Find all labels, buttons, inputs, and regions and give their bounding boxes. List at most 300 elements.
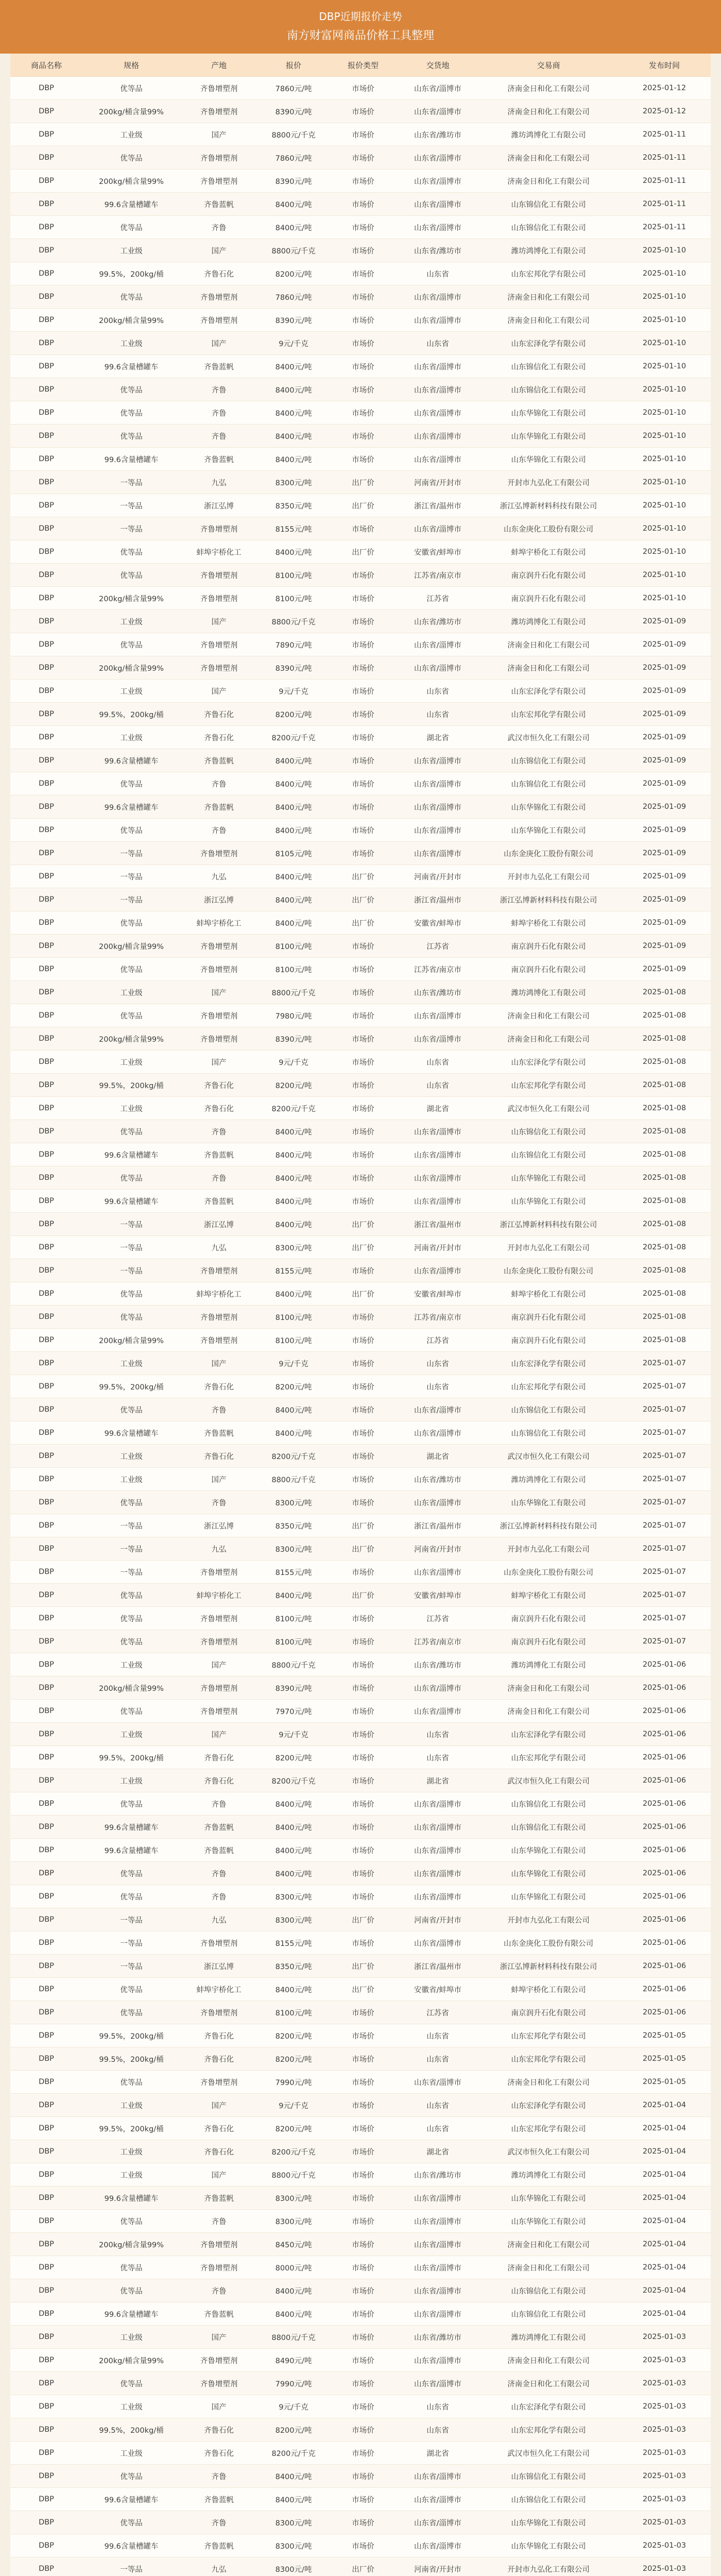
cell-price-type: 市场价 [330,795,397,819]
cell-spec: 99.5%，200kg/桶 [82,262,180,285]
cell-delivery: 江苏省/南京市 [397,958,479,981]
cell-trader: 浙江弘博新材料科技有限公司 [479,494,618,517]
cell-price-type: 市场价 [330,2001,397,2024]
cell-price-type: 市场价 [330,1375,397,1398]
cell-date: 2025-01-03 [618,2418,711,2442]
cell-product: DBP [10,2534,82,2557]
cell-price-type: 市场价 [330,2233,397,2256]
cell-price-type: 市场价 [330,1120,397,1143]
cell-product: DBP [10,494,82,517]
cell-price: 8200元/千克 [258,1769,330,1792]
cell-trader: 山东宏泽化学有限公司 [479,1723,618,1746]
cell-delivery: 山东省/淄博市 [397,1120,479,1143]
table-row [10,517,711,540]
cell-date: 2025-01-06 [618,2001,711,2024]
cell-product: DBP [10,1537,82,1561]
cell-spec: 工业级 [82,239,180,262]
cell-price: 8200元/吨 [258,2047,330,2071]
table-row [10,1097,711,1120]
cell-delivery: 山东省 [397,1375,479,1398]
cell-origin: 齐鲁增塑剂 [180,77,258,100]
cell-delivery: 山东省 [397,262,479,285]
cell-trader: 山东锦信化工有限公司 [479,1816,618,1839]
cell-price-type: 市场价 [330,2024,397,2047]
cell-date: 2025-01-10 [618,540,711,564]
cell-origin: 齐鲁蓝帆 [180,2534,258,2557]
cell-price: 8200元/千克 [258,726,330,749]
cell-price-type: 出厂价 [330,1213,397,1236]
cell-price: 8400元/吨 [258,1143,330,1166]
cell-delivery: 山东省/淄博市 [397,355,479,378]
cell-delivery: 山东省/淄博市 [397,2279,479,2302]
table-row [10,703,711,726]
cell-product: DBP [10,1120,82,1143]
cell-price: 8400元/吨 [258,2279,330,2302]
cell-price: 9元/千克 [258,2395,330,2418]
cell-product: DBP [10,2210,82,2233]
cell-trader: 山东金庚化工股份有限公司 [479,842,618,865]
table-row [10,2094,711,2117]
cell-trader: 山东锦信化工有限公司 [479,2488,618,2511]
cell-price-type: 市场价 [330,1190,397,1213]
cell-origin: 九弘 [180,2557,258,2576]
cell-delivery: 山东省/淄博市 [397,1839,479,1862]
cell-delivery: 山东省/淄博市 [397,100,479,123]
cell-origin: 齐鲁蓝帆 [180,448,258,471]
table-row [10,2511,711,2534]
cell-origin: 齐鲁蓝帆 [180,1816,258,1839]
cell-origin: 齐鲁增塑剂 [180,587,258,610]
cell-price: 8800元/千克 [258,239,330,262]
cell-origin: 齐鲁增塑剂 [180,1676,258,1700]
cell-delivery: 山东省/淄博市 [397,1792,479,1816]
cell-product: DBP [10,2094,82,2117]
cell-date: 2025-01-07 [618,1352,711,1375]
cell-date: 2025-01-06 [618,1816,711,1839]
cell-trader: 山东锦信化工有限公司 [479,216,618,239]
cell-price-type: 市场价 [330,819,397,842]
table-row [10,795,711,819]
cell-date: 2025-01-08 [618,1074,711,1097]
cell-product: DBP [10,1769,82,1792]
cell-price: 8200元/吨 [258,2418,330,2442]
cell-trader: 蚌埠宇桥化工有限公司 [479,1584,618,1607]
cell-product: DBP [10,540,82,564]
table-row [10,1931,711,1955]
cell-trader: 开封市九弘化工有限公司 [479,1236,618,1259]
cell-price: 8400元/吨 [258,193,330,216]
cell-trader: 南京润升石化有限公司 [479,1329,618,1352]
cell-spec: 优等品 [82,2071,180,2094]
cell-origin: 齐鲁 [180,1885,258,1908]
cell-origin: 国产 [180,1352,258,1375]
cell-spec: 优等品 [82,285,180,309]
table-row [10,1282,711,1306]
cell-delivery: 浙江省/温州市 [397,1514,479,1537]
cell-price-type: 市场价 [330,378,397,401]
cell-spec: 工业级 [82,1769,180,1792]
cell-date: 2025-01-12 [618,77,711,100]
cell-spec: 优等品 [82,2256,180,2279]
cell-date: 2025-01-05 [618,2047,711,2071]
cell-date: 2025-01-08 [618,981,711,1004]
cell-spec: 优等品 [82,425,180,448]
cell-delivery: 山东省/潍坊市 [397,610,479,633]
cell-date: 2025-01-11 [618,170,711,193]
cell-product: DBP [10,564,82,587]
cell-origin: 齐鲁石化 [180,703,258,726]
cell-date: 2025-01-06 [618,1769,711,1792]
cell-trader: 山东宏邦化学有限公司 [479,1074,618,1097]
cell-price: 8200元/千克 [258,1097,330,1120]
cell-origin: 齐鲁增塑剂 [180,1004,258,1027]
cell-trader: 山东华锦化工有限公司 [479,819,618,842]
table-row [10,448,711,471]
table-row [10,1236,711,1259]
cell-spec: 99.6含量槽罐车 [82,1190,180,1213]
cell-spec: 优等品 [82,1491,180,1514]
cell-spec: 优等品 [82,772,180,795]
cell-date: 2025-01-03 [618,2326,711,2349]
cell-price-type: 市场价 [330,656,397,680]
cell-spec: 一等品 [82,494,180,517]
page-subtitle: 南方财富网商品价格工具整理 [286,29,434,42]
cell-delivery: 湖北省 [397,1097,479,1120]
cell-price-type: 市场价 [330,1561,397,1584]
cell-trader: 山东华锦化工有限公司 [479,1839,618,1862]
cell-price: 8400元/吨 [258,216,330,239]
cell-price-type: 市场价 [330,123,397,146]
cell-origin: 齐鲁 [180,425,258,448]
cell-date: 2025-01-10 [618,309,711,332]
cell-price: 8200元/吨 [258,1746,330,1769]
cell-date: 2025-01-09 [618,726,711,749]
cell-trader: 浙江弘博新材料科技有限公司 [479,1514,618,1537]
cell-product: DBP [10,1700,82,1723]
cell-product: DBP [10,2187,82,2210]
table-row [10,935,711,958]
cell-product: DBP [10,355,82,378]
cell-trader: 济南金日和化工有限公司 [479,1004,618,1027]
cell-date: 2025-01-11 [618,146,711,170]
cell-delivery: 山东省/淄博市 [397,285,479,309]
cell-trader: 山东锦信化工有限公司 [479,2465,618,2488]
cell-trader: 山东华锦化工有限公司 [479,425,618,448]
cell-date: 2025-01-09 [618,633,711,656]
cell-date: 2025-01-08 [618,1004,711,1027]
cell-price: 8400元/吨 [258,749,330,772]
cell-trader: 济南金日和化工有限公司 [479,1700,618,1723]
cell-delivery: 山东省/淄博市 [397,2465,479,2488]
cell-date: 2025-01-04 [618,2117,711,2140]
cell-price: 8400元/吨 [258,1282,330,1306]
cell-product: DBP [10,1352,82,1375]
cell-delivery: 山东省 [397,680,479,703]
cell-price: 8400元/吨 [258,1190,330,1213]
cell-origin: 蚌埠宇桥化工 [180,1978,258,2001]
cell-delivery: 山东省/淄博市 [397,2534,479,2557]
cell-origin: 齐鲁石化 [180,2117,258,2140]
cell-trader: 蚌埠宇桥化工有限公司 [479,1978,618,2001]
cell-trader: 山东锦信化工有限公司 [479,772,618,795]
cell-delivery: 山东省/淄博市 [397,193,479,216]
cell-product: DBP [10,2279,82,2302]
cell-trader: 开封市九弘化工有限公司 [479,1537,618,1561]
cell-price-type: 市场价 [330,1491,397,1514]
cell-price: 8390元/吨 [258,656,330,680]
cell-origin: 浙江弘博 [180,1955,258,1978]
table-row [10,1723,711,1746]
table-row [10,2418,711,2442]
cell-origin: 齐鲁 [180,772,258,795]
cell-date: 2025-01-10 [618,262,711,285]
table-row [10,2024,711,2047]
page-header [0,0,721,54]
cell-price: 8300元/吨 [258,2557,330,2576]
table-row [10,587,711,610]
cell-delivery: 山东省 [397,2418,479,2442]
cell-origin: 齐鲁石化 [180,1074,258,1097]
cell-trader: 山东华锦化工有限公司 [479,795,618,819]
cell-spec: 工业级 [82,680,180,703]
cell-product: DBP [10,1514,82,1537]
cell-price-type: 市场价 [330,2418,397,2442]
cell-trader: 潍坊鸿博化工有限公司 [479,123,618,146]
cell-spec: 一等品 [82,1213,180,1236]
cell-origin: 齐鲁增塑剂 [180,1630,258,1653]
cell-date: 2025-01-08 [618,1143,711,1166]
cell-origin: 齐鲁 [180,2279,258,2302]
cell-price-type: 市场价 [330,1630,397,1653]
cell-origin: 国产 [180,2326,258,2349]
table-row [10,2557,711,2576]
cell-date: 2025-01-06 [618,1862,711,1885]
table-row [10,1213,711,1236]
cell-spec: 工业级 [82,610,180,633]
cell-price: 8450元/吨 [258,2233,330,2256]
table-row [10,633,711,656]
cell-delivery: 安徽省/蚌埠市 [397,911,479,935]
cell-product: DBP [10,1050,82,1074]
cell-price-type: 市场价 [330,1653,397,1676]
table-row [10,425,711,448]
cell-date: 2025-01-05 [618,2024,711,2047]
cell-trader: 山东锦信化工有限公司 [479,378,618,401]
cell-date: 2025-01-04 [618,2140,711,2163]
cell-spec: 优等品 [82,1700,180,1723]
cell-origin: 蚌埠宇桥化工 [180,1282,258,1306]
cell-price-type: 市场价 [330,2279,397,2302]
cell-delivery: 山东省 [397,2395,479,2418]
cell-origin: 齐鲁蓝帆 [180,1839,258,1862]
table-header [10,54,711,77]
cell-price-type: 市场价 [330,749,397,772]
cell-spec: 优等品 [82,633,180,656]
cell-product: DBP [10,633,82,656]
cell-trader: 山东金庚化工股份有限公司 [479,517,618,540]
cell-origin: 国产 [180,123,258,146]
table-wrapper [10,54,711,2576]
cell-price-type: 市场价 [330,1329,397,1352]
cell-spec: 工业级 [82,726,180,749]
cell-price-type: 市场价 [330,2210,397,2233]
cell-product: DBP [10,2047,82,2071]
cell-delivery: 山东省 [397,1074,479,1097]
cell-delivery: 山东省/潍坊市 [397,239,479,262]
cell-trader: 山东锦信化工有限公司 [479,1421,618,1445]
table-row [10,749,711,772]
cell-trader: 济南金日和化工有限公司 [479,285,618,309]
cell-date: 2025-01-06 [618,1792,711,1816]
cell-origin: 齐鲁蓝帆 [180,2488,258,2511]
table-row [10,1306,711,1329]
table-row [10,2256,711,2279]
cell-date: 2025-01-04 [618,2256,711,2279]
cell-spec: 优等品 [82,2372,180,2395]
cell-spec: 99.6含量槽罐车 [82,2302,180,2326]
cell-spec: 工业级 [82,2442,180,2465]
table-row [10,865,711,888]
cell-spec: 200kg/桶含量99% [82,309,180,332]
cell-price-type: 市场价 [330,1862,397,1885]
cell-origin: 齐鲁增塑剂 [180,1027,258,1050]
cell-price: 8300元/吨 [258,1885,330,1908]
cell-price: 8100元/吨 [258,587,330,610]
cell-trader: 山东华锦化工有限公司 [479,2210,618,2233]
cell-origin: 齐鲁增塑剂 [180,1306,258,1329]
cell-spec: 99.6含量槽罐车 [82,1143,180,1166]
cell-price: 9元/千克 [258,1723,330,1746]
cell-date: 2025-01-10 [618,471,711,494]
cell-price: 8400元/吨 [258,1584,330,1607]
cell-spec: 一等品 [82,1908,180,1931]
cell-product: DBP [10,285,82,309]
cell-delivery: 山东省/淄博市 [397,842,479,865]
cell-date: 2025-01-03 [618,2488,711,2511]
table-row [10,2326,711,2349]
cell-price-type: 出厂价 [330,494,397,517]
cell-price: 8400元/吨 [258,1166,330,1190]
cell-origin: 齐鲁增塑剂 [180,2001,258,2024]
cell-price-type: 市场价 [330,2511,397,2534]
cell-price-type: 市场价 [330,1259,397,1282]
cell-delivery: 山东省/淄博市 [397,1885,479,1908]
cell-spec: 99.5%，200kg/桶 [82,1074,180,1097]
cell-price: 8350元/吨 [258,494,330,517]
table-row [10,1792,711,1816]
cell-price-type: 市场价 [330,1074,397,1097]
table-row [10,123,711,146]
cell-delivery: 山东省 [397,2117,479,2140]
cell-price: 7990元/吨 [258,2071,330,2094]
cell-price-type: 市场价 [330,935,397,958]
cell-price: 8105元/吨 [258,842,330,865]
cell-product: DBP [10,795,82,819]
cell-spec: 工业级 [82,1723,180,1746]
cell-date: 2025-01-04 [618,2279,711,2302]
cell-price-type: 市场价 [330,1839,397,1862]
cell-origin: 齐鲁石化 [180,1769,258,1792]
cell-delivery: 山东省/淄博市 [397,1421,479,1445]
col-header-spec: 规格 [82,54,180,77]
col-header-price-type: 报价类型 [330,54,397,77]
table-row [10,77,711,100]
cell-trader: 济南金日和化工有限公司 [479,2372,618,2395]
cell-origin: 国产 [180,1723,258,1746]
cell-product: DBP [10,2001,82,2024]
cell-delivery: 山东省/淄博市 [397,1561,479,1584]
cell-trader: 山东锦信化工有限公司 [479,749,618,772]
cell-spec: 99.6含量槽罐车 [82,1421,180,1445]
cell-price: 8400元/吨 [258,1398,330,1421]
table-row [10,1166,711,1190]
cell-price: 8400元/吨 [258,911,330,935]
cell-product: DBP [10,123,82,146]
cell-trader: 山东宏邦化学有限公司 [479,2047,618,2071]
table-row [10,239,711,262]
cell-price-type: 市场价 [330,332,397,355]
cell-origin: 齐鲁 [180,1862,258,1885]
cell-date: 2025-01-10 [618,517,711,540]
cell-origin: 国产 [180,680,258,703]
cell-delivery: 山东省/淄博市 [397,2302,479,2326]
table-row [10,540,711,564]
cell-date: 2025-01-03 [618,2372,711,2395]
cell-price-type: 市场价 [330,2094,397,2117]
table-row [10,2534,711,2557]
cell-date: 2025-01-10 [618,332,711,355]
cell-delivery: 山东省/淄博市 [397,1862,479,1885]
cell-date: 2025-01-10 [618,425,711,448]
cell-origin: 齐鲁增塑剂 [180,2372,258,2395]
cell-price-type: 市场价 [330,2187,397,2210]
table-row [10,309,711,332]
cell-origin: 蚌埠宇桥化工 [180,1584,258,1607]
table-row [10,2372,711,2395]
cell-price: 8390元/吨 [258,100,330,123]
cell-product: DBP [10,1282,82,1306]
cell-product: DBP [10,749,82,772]
cell-origin: 浙江弘博 [180,888,258,911]
table-row [10,1190,711,1213]
cell-date: 2025-01-06 [618,1955,711,1978]
cell-origin: 国产 [180,1050,258,1074]
cell-price-type: 市场价 [330,1792,397,1816]
cell-price-type: 市场价 [330,1143,397,1166]
table-row [10,1584,711,1607]
cell-price: 8400元/吨 [258,1792,330,1816]
cell-price-type: 市场价 [330,1676,397,1700]
cell-date: 2025-01-07 [618,1537,711,1561]
cell-product: DBP [10,1027,82,1050]
cell-trader: 济南金日和化工有限公司 [479,2256,618,2279]
cell-date: 2025-01-08 [618,1027,711,1050]
cell-price-type: 市场价 [330,77,397,100]
cell-trader: 南京润升石化有限公司 [479,587,618,610]
cell-price-type: 市场价 [330,309,397,332]
cell-delivery: 山东省/淄博市 [397,2349,479,2372]
cell-price: 8155元/吨 [258,1259,330,1282]
cell-delivery: 山东省/淄博市 [397,1931,479,1955]
cell-trader: 山东宏泽化学有限公司 [479,1050,618,1074]
cell-price-type: 市场价 [330,2465,397,2488]
cell-price-type: 出厂价 [330,1584,397,1607]
cell-price-type: 市场价 [330,239,397,262]
cell-price-type: 市场价 [330,401,397,425]
cell-delivery: 湖北省 [397,726,479,749]
cell-origin: 齐鲁增塑剂 [180,842,258,865]
cell-price: 8200元/吨 [258,1074,330,1097]
